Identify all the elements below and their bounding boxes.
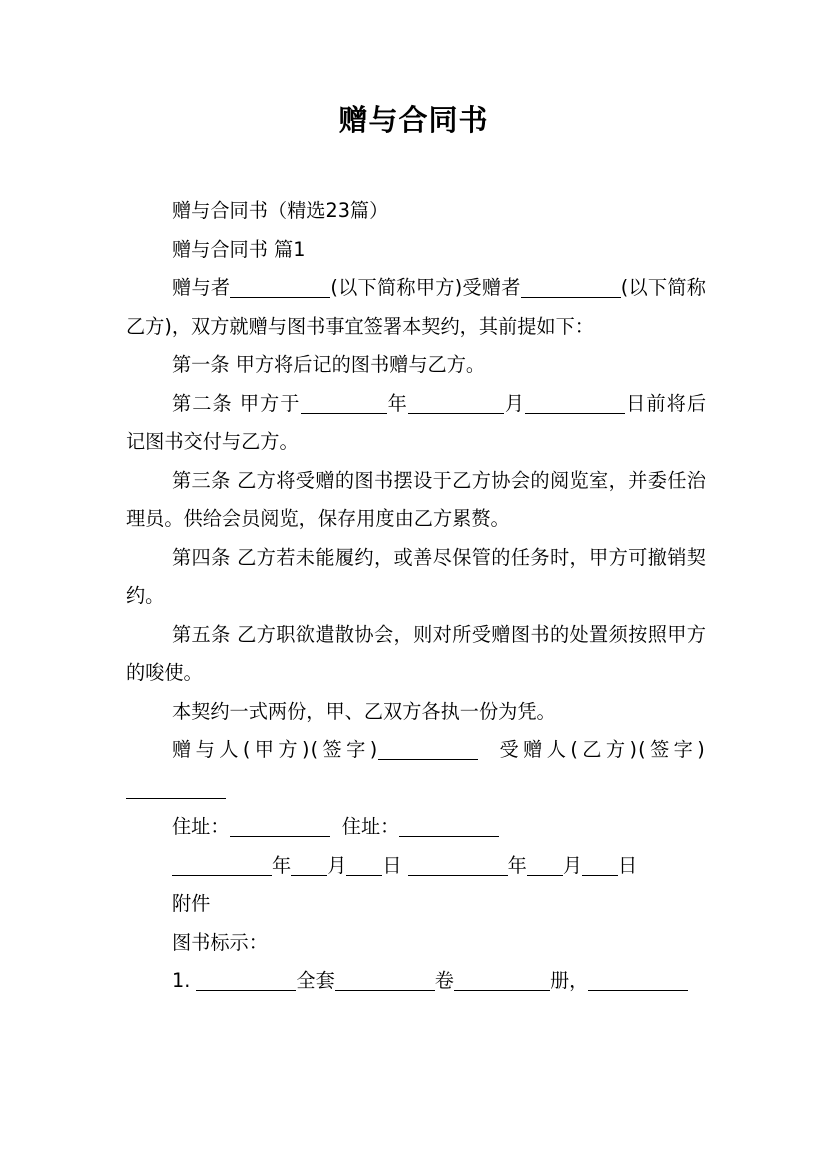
date-line: 年 月 日 年 月 日: [126, 847, 706, 886]
article-3: 第三条 乙方将受赠的图书摆设于乙方协会的阅览室，并委任治理员。供给会员阅览，保存用度由乙方累赘。: [126, 468, 706, 530]
parties-paragraph: 赠与者 (以下简称甲方)受赠者 (以下简称乙方)，双方就赠与图书事宜签署本契约，其前提如下：: [126, 276, 706, 338]
attachment-heading: 附件: [172, 892, 211, 915]
article-5: 第五条 乙方职欲遣散协会，则对所受赠图书的处置须按照甲方的唆使。: [126, 622, 706, 684]
day-blank: [525, 393, 625, 413]
address-line: 住址： 住址：: [126, 808, 706, 847]
document-body: [126, 192, 706, 1001]
recipient-address-blank: [399, 817, 499, 837]
donor-blank: [230, 278, 330, 298]
recipient-signature-blank: [126, 778, 226, 798]
book-list-heading: 图书标示：: [172, 930, 268, 954]
recipient-blank: [521, 278, 621, 298]
article-2: 第二条 甲方于 年 月 日前将后记图书交付与乙方。: [126, 391, 707, 453]
month-blank: [408, 393, 504, 413]
donor-signature-blank: [378, 740, 478, 760]
article-4: 第四条 乙方若未能履约，或善尽保管的任务时，甲方可撤销契约。: [126, 545, 706, 607]
section-heading: 赠与合同书 篇1: [172, 237, 306, 261]
signature-line: 赠与人(甲方)(签字) 受赠人(乙方)(签字): [126, 731, 706, 808]
subtitle-line: 赠与合同书（精选23篇）: [172, 199, 389, 222]
document-title: 赠与合同书: [338, 103, 489, 137]
book-item-1: 1. 全套 卷 册，: [126, 962, 706, 1001]
copies-clause: 本契约一式两份，甲、乙双方各执一份为凭。: [172, 699, 556, 723]
article-1: 第一条 甲方将后记的图书赠与乙方。: [172, 353, 486, 376]
donor-address-blank: [230, 817, 330, 837]
year-blank: [301, 393, 387, 413]
